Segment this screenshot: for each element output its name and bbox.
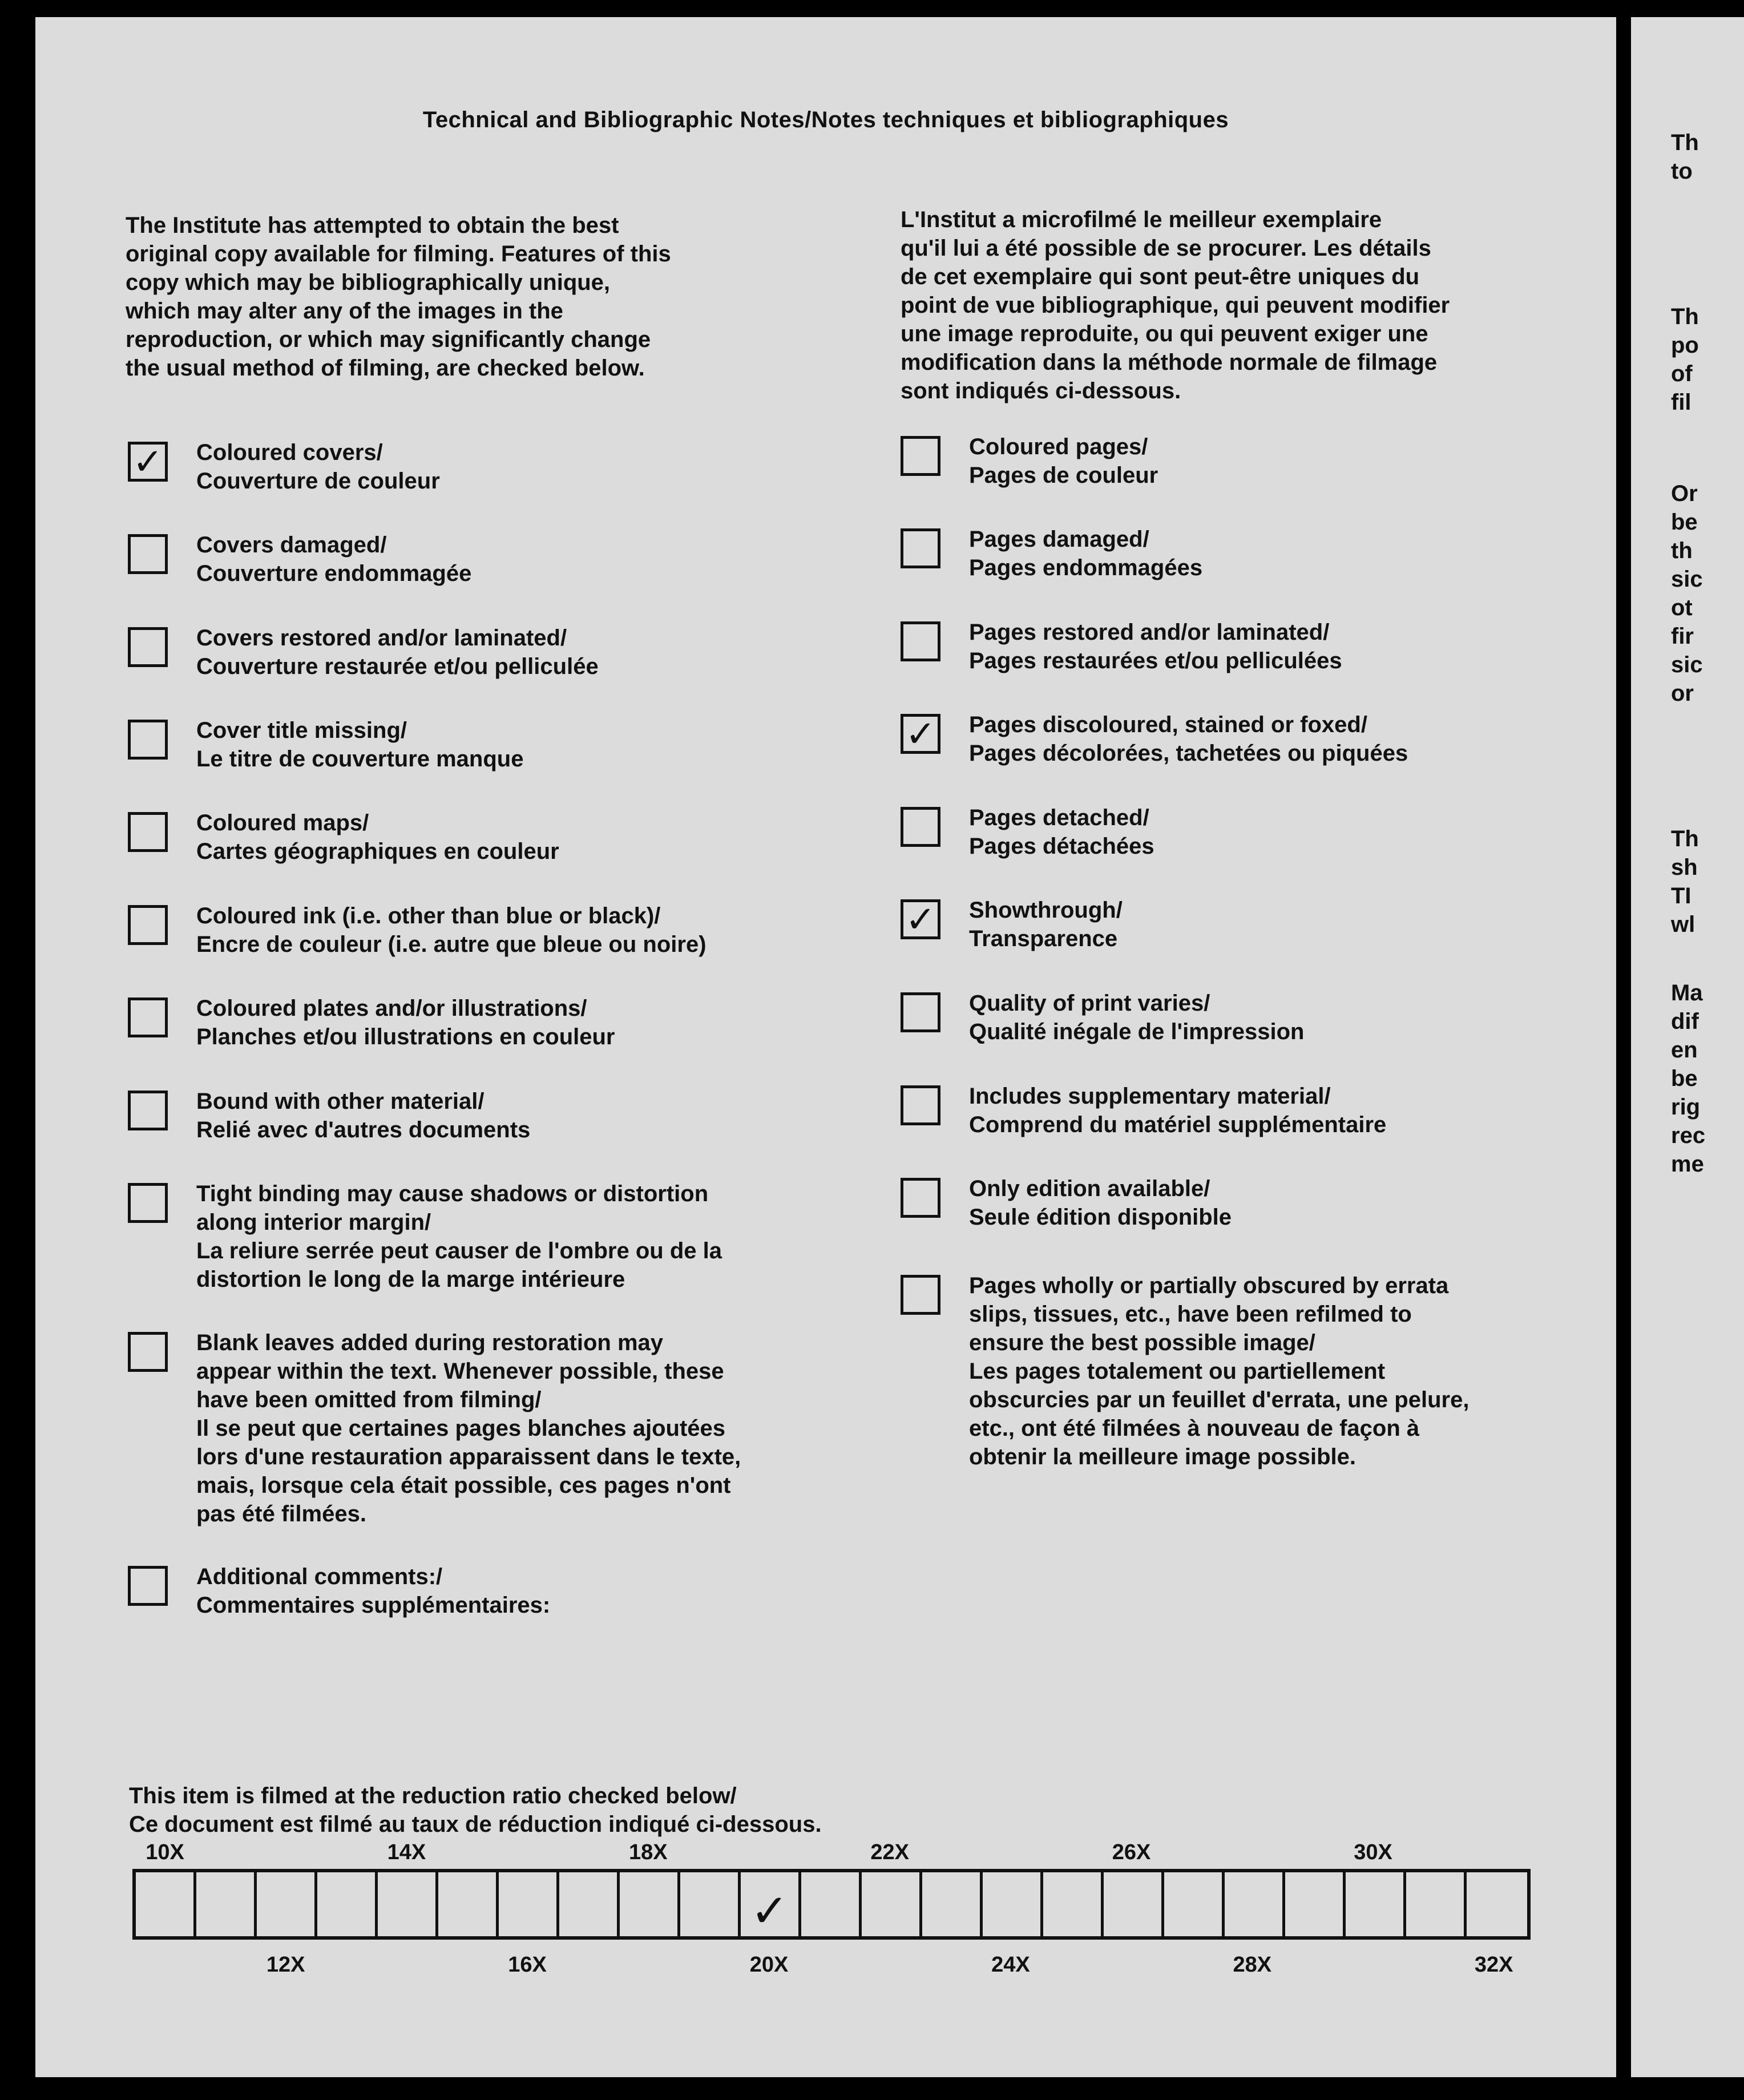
edge-text-fragment: Th [1671,826,1699,851]
right-item[interactable] [901,525,1202,582]
checklist-label [196,1562,550,1620]
left-item[interactable] [128,902,707,959]
checklist-label [196,624,599,681]
ratio-cell[interactable] [620,1872,680,1936]
checklist-label-line: Couverture de couleur [196,469,440,494]
right-item[interactable] [901,1271,1469,1471]
checklist-label-line: lors d'une restauration apparaissent dans le texte, [196,1444,741,1469]
edge-text-fragment: sic [1671,567,1703,592]
checklist-label-line: Bound with other material/ [196,1089,485,1114]
ratio-label-bottom: 32X [1474,1953,1513,1977]
ratio-cell[interactable] [196,1872,257,1936]
ratio-cell[interactable] [1467,1872,1527,1936]
checklist-label-line: mais, lorsque cela était possible, ces pages n'ont [196,1473,731,1498]
ratio-cell[interactable] [378,1872,438,1936]
checklist-label [196,438,440,495]
ratio-cell[interactable] [438,1872,499,1936]
checklist-label [969,618,1342,675]
checklist-label-line: obscurcies par un feuillet d'errata, une pelure, [969,1387,1470,1412]
checklist-label-line: Le titre de couverture manque [196,746,524,772]
checkbox[interactable] [128,998,168,1037]
edge-text-fragment: rec [1671,1123,1706,1148]
checklist-label-line: Covers damaged/ [196,532,387,558]
checklist-label-line: Couverture endommagée [196,561,472,586]
left-item[interactable] [128,624,599,681]
edge-text-fragment: Th [1671,130,1699,155]
left-item[interactable] [128,1180,722,1294]
edge-text-fragment: en [1671,1037,1698,1063]
left-item[interactable] [128,1562,550,1620]
edge-text-fragment: be [1671,510,1698,535]
checklist-label-line: Pages détachées [969,834,1154,859]
checklist-label-line: Pages restored and/or laminated/ [969,620,1330,645]
checklist-label [969,525,1202,582]
checklist-label-line: Pages damaged/ [969,527,1149,552]
checklist-label-line: along interior margin/ [196,1210,431,1235]
page-title: Technical and Bibliographic Notes/Notes techniques et bibliographiques [422,107,1229,132]
checklist-label-line: Coloured maps/ [196,810,369,835]
checklist-label-line: Commentaires supplémentaires: [196,1593,551,1618]
edge-text-fragment: me [1671,1152,1704,1177]
checkbox[interactable] [901,1085,940,1125]
edge-text-fragment: sh [1671,855,1698,880]
checklist-label-line: etc., ont été filmées à nouveau de façon à [969,1416,1420,1441]
checklist-label-line: Includes supplementary material/ [969,1084,1331,1109]
checklist-label-line: La reliure serrée peut causer de l'ombre ou de la [196,1238,722,1263]
checklist-label-line: Qualité inégale de l'impression [969,1019,1305,1044]
checkbox[interactable] [128,1091,168,1130]
left-item[interactable] [128,531,471,588]
checklist-label-line: distortion le long de la marge intérieure [196,1267,625,1292]
ratio-label-top: 26X [1112,1840,1151,1864]
checklist-label-line: Pages wholly or partially obscured by errata [969,1273,1449,1298]
checklist-label-line: Cartes géographiques en couleur [196,839,559,864]
checklist-label [969,1271,1469,1471]
checklist-label [969,1174,1232,1231]
edge-text-fragment: po [1671,333,1699,358]
edge-text-fragment: fil [1671,390,1691,415]
ratio-label-bottom: 12X [266,1953,305,1977]
checkbox[interactable] [128,812,168,852]
checkbox[interactable] [901,621,940,661]
checklist-label-line: Blank leaves added during restoration may [196,1330,664,1355]
checkbox[interactable] [901,528,940,568]
checklist-label-line: Coloured plates and/or illustrations/ [196,996,587,1021]
checklist-label-line: Planches et/ou illustrations en couleur [196,1024,615,1049]
checklist-label [196,809,559,866]
left-item[interactable] [128,1087,530,1144]
right-item[interactable] [901,710,1408,768]
checklist-label-line: Pages de couleur [969,463,1158,488]
checklist-label [196,531,471,588]
checklist-label-line: Il se peut que certaines pages blanches ajoutées [196,1416,726,1441]
left-item[interactable] [128,994,615,1051]
ratio-cell[interactable] [499,1872,559,1936]
edge-text-fragment: th [1671,538,1693,563]
reduction-text-english: This item is filmed at the reduction ratio checked below/ [129,1783,737,1808]
right-item[interactable] [901,1174,1232,1231]
checkbox[interactable] [901,992,940,1032]
ratio-cell[interactable] [1043,1872,1104,1936]
checklist-label-line: Seule édition disponible [969,1205,1232,1230]
checkbox[interactable]: ✓ [901,714,940,754]
checklist-label [196,1087,530,1144]
checklist-label-line: Couverture restaurée et/ou pelliculée [196,654,599,679]
checkbox[interactable] [128,905,168,945]
left-item[interactable] [128,716,523,773]
ratio-cell[interactable] [317,1872,378,1936]
ratio-label-top: 30X [1354,1840,1392,1864]
checkbox[interactable] [128,1566,168,1606]
ratio-cell[interactable] [1285,1872,1346,1936]
checklist-label-line: have been omitted from filming/ [196,1387,542,1412]
ratio-cell[interactable] [801,1872,862,1936]
edge-text-fragment: TI [1671,883,1691,908]
intro-french: L'Institut a microfilmé le meilleur exemplaire qu'il lui a été possible de se procurer. Les détails de cet exemplaire qui sont peut-être uniques du point de vue bibliographique, qui peuvent modifier une image reproduite, ou qui peuvent exiger une modification dans la méthode normale de filmage sont indiqués ci-dessous. [901,207,1450,403]
intro-english: The Institute has attempted to obtain the best original copy available for filming. Features of this copy which may be bibliographically unique, which may alter any of the images in the reproduction, or which may significantly change the usual method of filming, are checked below. [126,213,671,381]
checkbox[interactable] [901,807,940,847]
ratio-label-top: 14X [387,1840,426,1864]
checklist-label-line: slips, tissues, etc., have been refilmed to [969,1302,1412,1327]
right-item[interactable] [901,989,1304,1046]
checklist-label-line: pas été filmées. [196,1501,366,1526]
checklist-label-line: Coloured pages/ [969,434,1148,459]
ratio-cell[interactable] [136,1872,196,1936]
checklist-label-line: Tight binding may cause shadows or distortion [196,1181,709,1206]
left-item[interactable] [128,438,440,495]
edge-text-fragment: dif [1671,1009,1699,1034]
checklist-label-line: Pages endommagées [969,555,1203,580]
checklist-label-line: appear within the text. Whenever possible, these [196,1359,724,1384]
ratio-label-bottom: 20X [749,1953,789,1977]
checklist-label-line: ensure the best possible image/ [969,1330,1315,1355]
ratio-cell[interactable] [1164,1872,1225,1936]
checkbox[interactable] [901,1275,940,1315]
checklist-label [196,1180,722,1294]
left-item[interactable] [128,809,559,866]
checklist-label-line: Transparence [969,926,1118,951]
checklist-label-line: Encre de couleur (i.e. autre que bleue ou noire) [196,932,707,957]
ratio-cell[interactable] [1406,1872,1467,1936]
checkbox[interactable]: ✓ [901,899,940,939]
checklist-label-line: Pages décolorées, tachetées ou piquées [969,741,1408,766]
checklist-label-line: Covers restored and/or laminated/ [196,625,567,651]
checklist-label-line: Comprend du matériel supplémentaire [969,1112,1387,1137]
ratio-label-bottom: 24X [991,1953,1030,1977]
checklist-label-line: Les pages totalement ou partiellement [969,1359,1386,1384]
right-item[interactable] [901,618,1342,675]
checkbox[interactable] [128,720,168,760]
checklist-label [969,1082,1386,1139]
checklist-label [969,710,1408,768]
ratio-cell[interactable] [1346,1872,1406,1936]
checklist-label [196,716,523,773]
checkbox[interactable]: ✓ [128,442,168,482]
edge-text-fragment: of [1671,361,1693,386]
ratio-cell[interactable] [257,1872,317,1936]
next-page-edge [1631,17,1744,2077]
checklist-label-line: obtenir la meilleure image possible. [969,1444,1356,1469]
checklist-label-line: Showthrough/ [969,898,1123,923]
edge-text-fragment: be [1671,1066,1698,1091]
checklist-label-line: Pages detached/ [969,805,1149,830]
edge-text-fragment: rig [1671,1095,1701,1120]
checklist-label-line: Pages discoloured, stained or foxed/ [969,712,1367,737]
ratio-label-top: 18X [628,1840,668,1864]
checklist-label-line: Cover title missing/ [196,718,407,743]
checklist-label-line: Additional comments:/ [196,1564,443,1589]
checklist-label-line: Coloured covers/ [196,440,383,465]
checkbox[interactable] [901,1178,940,1218]
checkbox[interactable] [128,534,168,574]
ratio-cell[interactable] [680,1872,741,1936]
reduction-ratio-grid [132,1869,1531,1940]
edge-text-fragment: Th [1671,304,1699,329]
right-item[interactable] [901,1082,1386,1139]
edge-text-fragment: Or [1671,481,1698,506]
checkbox[interactable] [901,436,940,476]
ratio-label-top: 10X [146,1840,184,1864]
ratio-cell[interactable] [983,1872,1043,1936]
notes-sheet [35,17,1616,2077]
ratio-label-bottom: 28X [1233,1953,1272,1977]
edge-text-fragment: wl [1671,912,1695,937]
edge-text-fragment: ot [1671,595,1693,620]
edge-text-fragment: Ma [1671,980,1703,1005]
checklist-label-line: Coloured ink (i.e. other than blue or black)/ [196,903,661,928]
checklist-label [969,989,1304,1046]
edge-text-fragment: sic [1671,652,1703,677]
edge-text-fragment: or [1671,681,1694,706]
checkbox[interactable] [128,1183,168,1223]
checklist-label [196,902,707,959]
right-item[interactable] [901,896,1123,953]
checklist-label-line: Relié avec d'autres documents [196,1117,531,1142]
edge-text-fragment: to [1671,159,1693,184]
checklist-label-line: Pages restaurées et/ou pelliculées [969,648,1342,673]
checklist-label [196,994,615,1051]
ratio-label-top: 22X [870,1840,909,1864]
checklist-label-line: Only edition available/ [969,1176,1210,1201]
right-item[interactable] [901,803,1154,861]
right-item[interactable] [901,433,1158,490]
ratio-cell[interactable] [922,1872,983,1936]
checklist-label [969,896,1123,953]
ratio-cell[interactable]: ✓ [741,1872,801,1936]
checkbox[interactable] [128,1332,168,1372]
checklist-label [969,803,1154,861]
ratio-cell[interactable] [1104,1872,1164,1936]
ratio-cell[interactable] [1225,1872,1285,1936]
ratio-cell[interactable] [862,1872,922,1936]
checklist-label [196,1328,741,1528]
left-item[interactable] [128,1328,741,1528]
checklist-label-line: Quality of print varies/ [969,991,1210,1016]
checkbox[interactable] [128,627,168,667]
ratio-label-bottom: 16X [508,1953,547,1977]
checklist-label [969,433,1158,490]
edge-text-fragment: fir [1671,624,1694,649]
reduction-text-french: Ce document est filmé au taux de réduction indiqué ci-dessous. [129,1812,822,1837]
ratio-cell[interactable] [559,1872,620,1936]
